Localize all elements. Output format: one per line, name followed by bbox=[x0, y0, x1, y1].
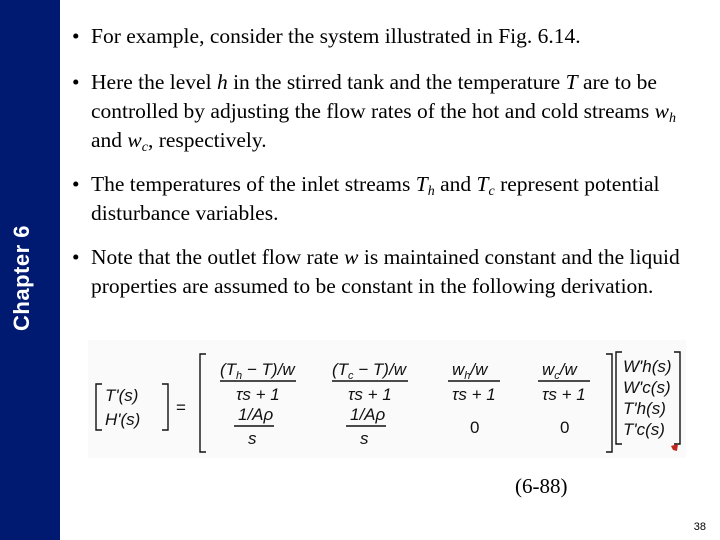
rhs-wc: W'c(s) bbox=[623, 378, 671, 397]
tau-den-col4: τs + 1 bbox=[542, 385, 586, 404]
s-den-col1: s bbox=[248, 429, 257, 448]
equation-number: (6-88) bbox=[515, 474, 568, 498]
matrix-right-bracket bbox=[606, 354, 612, 452]
s-den-col2: s bbox=[360, 429, 369, 448]
math-variable: T bbox=[565, 70, 578, 94]
num-col1: $(T_h - T)/w$ bbox=[220, 360, 295, 382]
bullet-item bbox=[72, 243, 707, 301]
math-variable: T bbox=[476, 172, 489, 196]
bullet-text: is maintained constant and the liquid properties are assumed to be constant in the following derivation. bbox=[91, 245, 680, 298]
red-corner-mark bbox=[671, 444, 678, 451]
num-col3: $w_h/w$ bbox=[452, 360, 488, 382]
subscript: h bbox=[427, 184, 435, 199]
equals-sign: = bbox=[176, 398, 186, 417]
chapter-label: Chapter 6 bbox=[9, 225, 35, 331]
math-variable: T bbox=[415, 172, 428, 196]
tau-den-col2: τs + 1 bbox=[348, 385, 392, 404]
rhs-th: T'h(s) bbox=[623, 399, 666, 418]
subscript: c bbox=[141, 140, 148, 155]
bullet-text: are to be controlled by adjusting the flow rates of the hot and cold streams bbox=[91, 70, 657, 123]
bullet-text: , respectively. bbox=[147, 128, 267, 152]
math-variable: h bbox=[216, 70, 228, 94]
num-col2: $(T_c - T)/w$ bbox=[332, 360, 406, 382]
subscript: c bbox=[488, 184, 495, 199]
bullet-text: in the stirred tank and the temperature bbox=[227, 70, 566, 94]
area-num-col2: 1/Aρ bbox=[350, 405, 386, 424]
lhs-right-bracket bbox=[162, 384, 168, 430]
tau-den-col3: τs + 1 bbox=[452, 385, 496, 404]
bullet-item bbox=[72, 68, 707, 155]
bullet-item bbox=[72, 170, 707, 228]
bullet-text: and bbox=[91, 128, 128, 152]
math-variable: w bbox=[344, 245, 359, 269]
bullet-text: represent potential disturbance variables. bbox=[91, 172, 660, 225]
lhs-h-prime: H'(s) bbox=[105, 410, 141, 429]
bullet-text: For example, consider the system illustrated in Fig. 6.14. bbox=[91, 24, 581, 48]
rhs-right-bracket bbox=[674, 352, 680, 444]
zero-col3: 0 bbox=[470, 418, 480, 437]
page-number: 38 bbox=[693, 521, 706, 533]
bullet-text: Here the level bbox=[91, 70, 217, 94]
math-variable: w bbox=[127, 128, 142, 152]
bullet-list bbox=[72, 22, 707, 301]
tau-den-col1: τs + 1 bbox=[236, 385, 280, 404]
chapter-sidebar bbox=[0, 0, 60, 540]
matrix-left-bracket bbox=[200, 354, 206, 452]
subscript: h bbox=[668, 111, 676, 126]
bullet-text: The temperatures of the inlet streams bbox=[91, 172, 416, 196]
rhs-left-bracket bbox=[616, 352, 622, 444]
rhs-wh: W'h(s) bbox=[623, 357, 672, 376]
zero-col4: 0 bbox=[560, 418, 570, 437]
num-col4: $w_c/w$ bbox=[542, 360, 577, 382]
lhs-t-prime: T'(s) bbox=[105, 386, 139, 405]
math-variable: w bbox=[654, 99, 669, 123]
rhs-tc: T'c(s) bbox=[623, 420, 665, 439]
transfer-function-matrix-equation bbox=[88, 340, 686, 458]
area-num-col1: 1/Aρ bbox=[238, 405, 274, 424]
lhs-left-bracket bbox=[96, 384, 102, 430]
bullet-text: and bbox=[434, 172, 477, 196]
bullet-text: Note that the outlet flow rate bbox=[91, 245, 345, 269]
bullet-item bbox=[72, 22, 707, 51]
